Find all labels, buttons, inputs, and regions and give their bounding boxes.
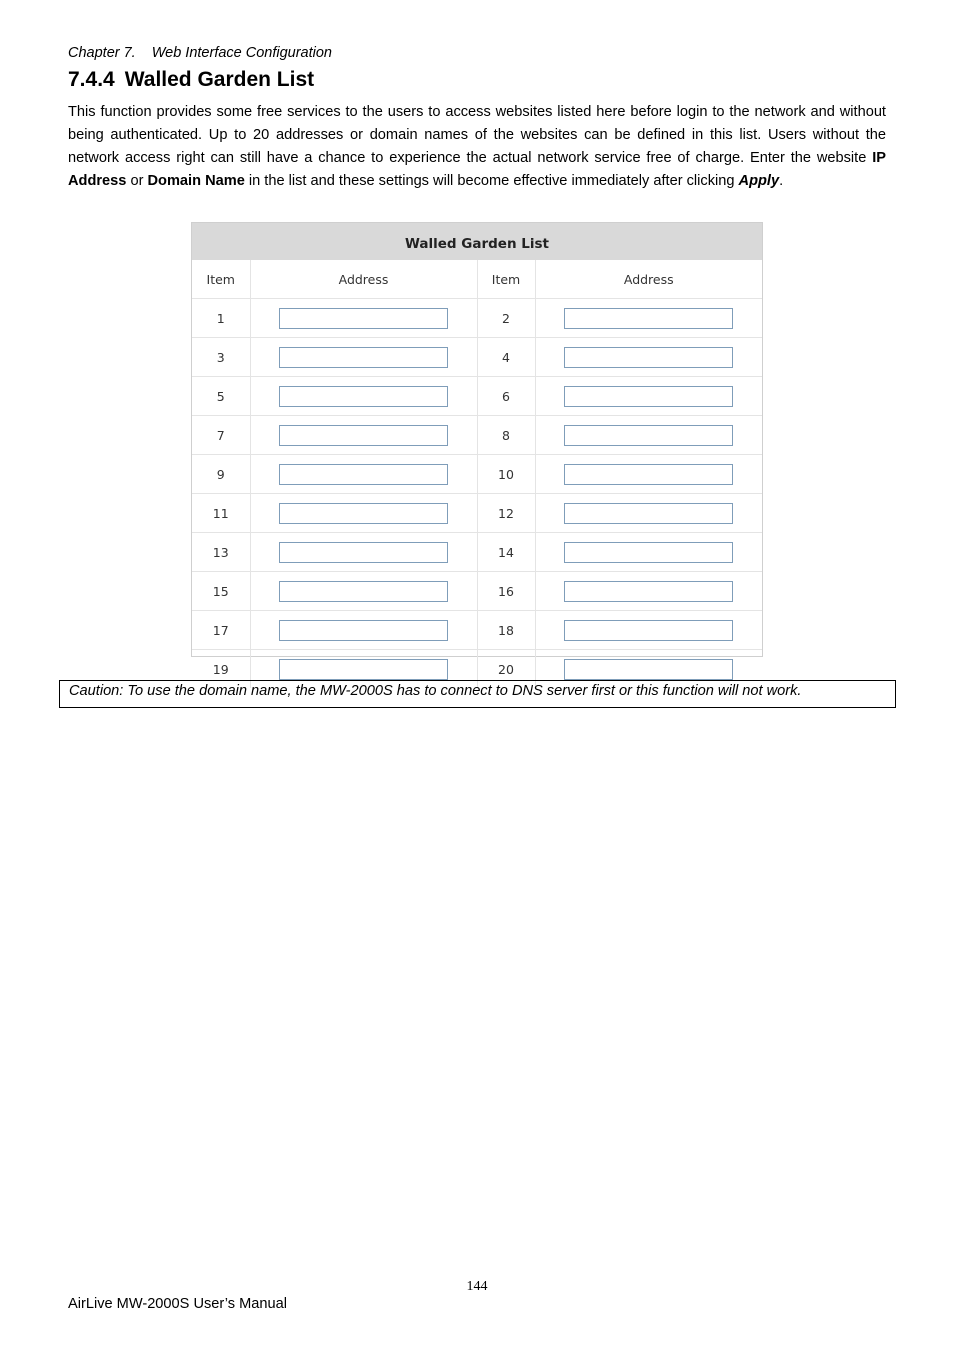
item-number: 16 [477,572,535,611]
footer-manual-title: AirLive MW-2000S User’s Manual [68,1296,287,1312]
paragraph-text: or [126,173,148,189]
page-number: 144 [466,1279,488,1294]
address-cell [250,299,477,338]
walled-garden-panel [191,222,763,677]
address-cell [250,338,477,377]
item-number: 12 [477,494,535,533]
section-title: Walled Garden List [124,68,315,91]
table-row [192,338,762,377]
address-cell [250,455,477,494]
address-cell [250,377,477,416]
table-row [192,494,762,533]
item-number: 19 [192,650,250,689]
item-number: 7 [192,416,250,455]
walled-garden-table [192,223,762,688]
item-number: 9 [192,455,250,494]
address-cell [250,494,477,533]
address-input[interactable] [564,581,733,602]
paragraph-text: . [779,173,784,189]
table-row [192,377,762,416]
address-cell [535,533,762,572]
address-input[interactable] [279,308,448,329]
chapter-header [68,45,332,61]
item-number: 20 [477,650,535,689]
caution-box: Caution: To use the domain name, the MW-2000S has to connect to DNS server first or this function will not work. [59,680,896,708]
section-number: 7.4.4 [68,68,115,91]
chapter-label: Chapter 7. [68,45,136,61]
address-input[interactable] [279,659,448,680]
address-input[interactable] [279,464,448,485]
item-number: 10 [477,455,535,494]
item-number: 3 [192,338,250,377]
column-header-item: Item [477,260,535,299]
table-row [192,455,762,494]
paragraph-text: This function provides some free services to the users to access websites listed here before login to the network and without being authenticated. Up to 20 addresses or domain names of the websites can be defined in this list. Users without the network access right can still have a chance to experience the actual network service free of charge. Enter the website [68,104,886,166]
address-input[interactable] [564,308,733,329]
address-input[interactable] [564,542,733,563]
domain-name-term: Domain Name [147,173,245,189]
address-input[interactable] [564,386,733,407]
address-input[interactable] [279,503,448,524]
item-number: 8 [477,416,535,455]
address-input[interactable] [564,347,733,368]
item-number: 17 [192,611,250,650]
address-cell [535,338,762,377]
item-number: 4 [477,338,535,377]
column-header-address: Address [250,260,477,299]
intro-paragraph [68,101,886,193]
item-number: 5 [192,377,250,416]
address-input[interactable] [279,425,448,446]
ip-address-term: IP Address [68,150,886,189]
panel-title: Walled Garden List [192,223,762,260]
column-header-item: Item [192,260,250,299]
address-input[interactable] [564,425,733,446]
item-number: 18 [477,611,535,650]
item-number: 15 [192,572,250,611]
section-heading [68,68,314,92]
address-cell [535,299,762,338]
item-number: 11 [192,494,250,533]
address-input[interactable] [564,620,733,641]
address-input[interactable] [564,659,733,680]
address-input[interactable] [279,620,448,641]
chapter-title: Web Interface Configuration [151,45,332,61]
address-cell [535,494,762,533]
address-cell [250,611,477,650]
column-header-address: Address [535,260,762,299]
address-cell [535,377,762,416]
address-input[interactable] [279,581,448,602]
table-row [192,533,762,572]
address-input[interactable] [279,347,448,368]
address-cell [250,572,477,611]
item-number: 14 [477,533,535,572]
paragraph-text: in the list and these settings will become effective immediately after clicking [244,173,739,189]
table-body [192,299,762,689]
item-number: 13 [192,533,250,572]
table-row [192,299,762,338]
apply-term: Apply [738,173,780,189]
address-cell [535,416,762,455]
item-number: 1 [192,299,250,338]
item-number: 2 [477,299,535,338]
address-input[interactable] [564,464,733,485]
address-input[interactable] [564,503,733,524]
address-cell [535,572,762,611]
address-cell [250,416,477,455]
address-input[interactable] [279,542,448,563]
table-row [192,611,762,650]
item-number: 6 [477,377,535,416]
address-input[interactable] [279,386,448,407]
table-row [192,572,762,611]
table-row [192,416,762,455]
address-cell [535,455,762,494]
address-cell [535,611,762,650]
address-cell [250,533,477,572]
